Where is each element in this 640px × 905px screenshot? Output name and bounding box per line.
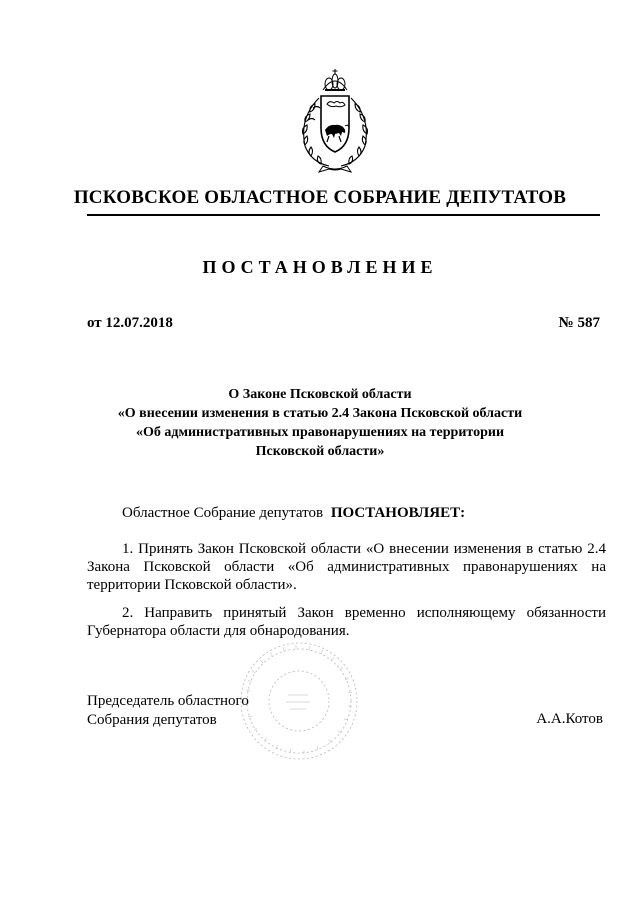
coat-of-arms-icon: [289, 68, 381, 174]
position-line: Председатель областного: [87, 693, 249, 709]
document-date: от 12.07.2018: [87, 315, 173, 331]
resolution-item: 1. Принять Закон Псковской области «О внесении изменения в статью 2.4 Закона Псковской области «Об административных правонарушениях на территории Псковской области».: [87, 541, 606, 593]
signatory-position: [87, 692, 249, 730]
position-line: Собрания депутатов: [87, 712, 217, 728]
subject-line: Псковской области»: [255, 444, 385, 459]
document-type-title: ПОСТАНОВЛЕНИЕ: [202, 257, 438, 277]
subject-line: «Об административных правонарушениях на территории: [135, 425, 505, 440]
header-divider: [87, 214, 600, 216]
subject-line: «О внесении изменения в статью 2.4 Закона Псковской области: [117, 406, 523, 421]
resolution-keyword: ПОСТАНОВЛЯЕТ:: [330, 505, 466, 521]
resolution-item: 2. Направить принятый Закон временно исполняющему обязанности Губернатора области для обнародования.: [87, 605, 606, 639]
document-subject: [0, 385, 640, 461]
resolution-statement: [122, 505, 465, 522]
signatory-name: А.А.Котов: [536, 711, 603, 727]
official-seal-icon: [238, 640, 360, 762]
resolution-prefix: Областное Собрание депутатов: [122, 505, 324, 521]
organization-title: ПСКОВСКОЕ ОБЛАСТНОЕ СОБРАНИЕ ДЕПУТАТОВ: [73, 187, 567, 208]
subject-line: О Законе Псковской области: [228, 387, 412, 402]
document-number: № 587: [558, 315, 600, 331]
